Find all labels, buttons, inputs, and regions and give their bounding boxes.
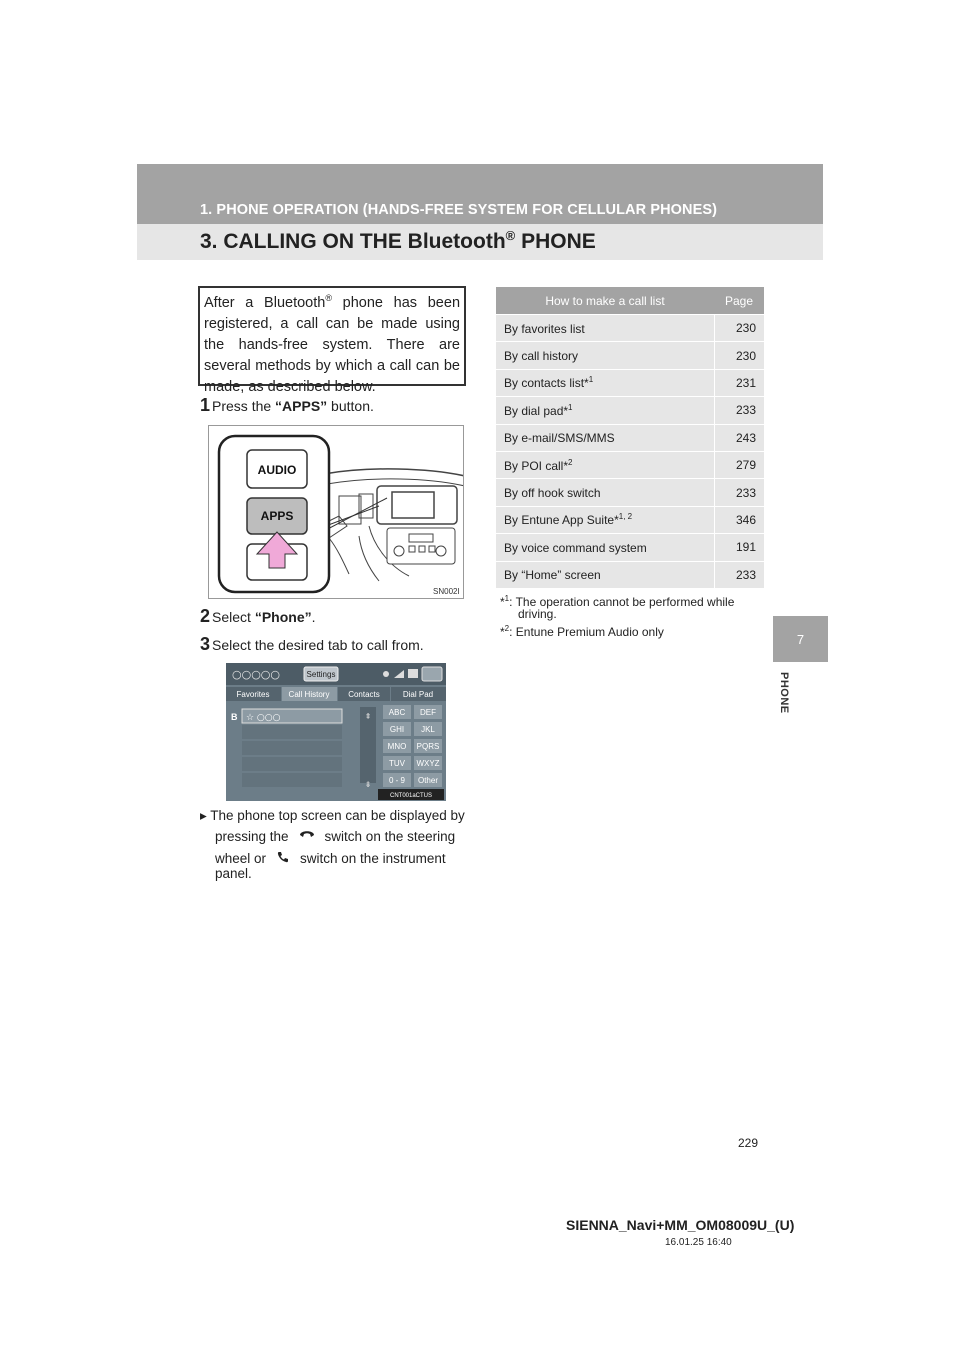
page-ref-cell: 230 [714,315,764,342]
bluetooth-icon [383,671,389,677]
call-method-text: By contacts list* [504,376,589,391]
footnote-number: 2 [504,624,510,633]
dashboard-illustration [209,426,464,599]
call-method-cell [496,534,714,561]
table-header-method: How to make a call list [496,287,714,315]
tab-call-history: Call History [288,690,330,699]
call-method-footnote: 1 [588,375,594,385]
footnote-text: : The operation cannot be performed while [509,595,735,609]
page-title [200,228,596,254]
bullet-text: wheel or [215,851,267,866]
step-text: Select the desired tab to call from. [212,637,424,653]
footnote-mark: * [500,625,505,639]
figure-code: CNT001aCTUS [389,793,433,799]
bullet-icon: ▸ [200,808,207,823]
settings-button: Settings [306,670,336,679]
call-method-text: By favorites list [504,321,585,336]
step-emphasis: “Phone” [254,609,312,625]
footnote-2 [500,622,664,639]
title-tail: PHONE [515,230,596,253]
tab-favorites: Favorites [236,690,270,699]
battery-icon [408,669,418,678]
call-method-footnote: 1 [568,402,573,412]
panel-phone-switch-icon [266,851,300,866]
list-row-favorite: ☆ ○○○ [246,713,281,723]
call-method-text: By Entune App Suite* [504,513,619,528]
keypad-key: DEF [420,708,436,717]
call-method-cell [496,342,714,369]
keypad-key: MNO [387,742,407,751]
call-method-text: By call history [504,349,579,364]
keypad-key: 0 - 9 [388,776,406,785]
step-text-end: button. [327,398,374,414]
phone-screen-figure [226,663,446,801]
message-icon [422,667,442,681]
call-method-cell [496,451,714,478]
call-method-text: By voice command system [504,540,647,555]
intro-text-start: After a Bluetooth [204,295,326,311]
table-row [496,315,764,342]
steering-phone-switch-icon [289,829,325,844]
keypad-key: Other [417,776,439,785]
table-row [496,369,764,396]
bullet-text: pressing the [215,829,289,844]
intro-box [198,286,466,395]
table-header-page: Page [714,287,764,315]
call-method-text: By e-mail/SMS/MMS [504,431,615,446]
call-method-cell [496,424,714,451]
chapter-tab: 7 [773,616,828,662]
step-text: Select [212,609,255,625]
bullet-line-2 [215,829,455,844]
bullet-line-1 [200,808,465,824]
step-number: 2 [200,606,211,626]
bullet-line-4: panel. [215,866,252,881]
call-methods-table [496,287,764,588]
call-method-text: By “Home” screen [504,568,601,583]
keypad-key: TUV [389,759,405,768]
screen-title: ○○○○○ [232,668,280,681]
tab-contacts: Contacts [348,690,380,699]
page-number: 229 [738,1136,759,1150]
table-row [496,342,764,369]
page-ref-cell: 230 [714,342,764,369]
bullet-line-3 [215,851,446,866]
keypad-key: JKL [421,725,435,734]
bullet-text: switch on the steering [324,829,456,844]
call-method-cell [496,315,714,342]
call-method-cell [496,561,714,588]
call-method-text: By POI call* [504,458,569,473]
footnote-number: 1 [504,594,510,603]
page-ref-cell: 346 [714,506,764,533]
step-3 [200,634,424,655]
step-emphasis: “APPS” [275,398,328,414]
call-method-footnote: 2 [568,457,573,467]
table-row [496,451,764,478]
list-index-letter: B [231,712,238,722]
tab-dial-pad: Dial Pad [402,690,434,699]
apps-button-figure [208,425,464,599]
page-ref-cell: 233 [714,561,764,588]
section-header: 1. PHONE OPERATION (HANDS-FREE SYSTEM FOR CELLULAR PHONES) [200,202,718,218]
page-ref-cell: 231 [714,369,764,396]
scroll-up-icon: ⇞ [364,712,372,721]
document-id: SIENNA_Navi+MM_OM08009U_(U) [566,1217,795,1233]
keypad-key: ABC [388,708,406,717]
keypad-key: GHI [389,725,405,734]
table-header-row [496,287,764,315]
scroll-down-icon: ⇟ [364,780,372,789]
table-row [496,424,764,451]
page-ref-cell: 233 [714,397,764,424]
call-method-footnote: 1, 2 [618,512,633,522]
title-main: 3. CALLING ON THE Bluetooth [200,230,506,253]
call-method-cell [496,479,714,506]
table-row [496,561,764,588]
table-row [496,506,764,533]
footnote-text: : Entune Premium Audio only [509,625,664,639]
phone-screen-illustration [226,663,446,801]
step-text: Press the [212,398,276,414]
figure-code: SN002I [433,587,460,596]
step-number: 1 [200,395,211,415]
bullet-text: The phone top screen can be displayed by [210,808,465,823]
keypad-key: PQRS [416,742,440,751]
step-1 [200,395,374,416]
page-ref-cell: 279 [714,451,764,478]
document-timestamp: 16.01.25 16:40 [665,1237,732,1248]
step-number: 3 [200,634,211,654]
bullet-text: switch on the instrument [300,851,446,866]
footnote-mark: * [500,595,505,609]
page-ref-cell: 233 [714,479,764,506]
call-method-text: By dial pad* [504,403,569,418]
apps-button-label: APPS [260,509,294,523]
call-method-cell [496,369,714,396]
table-row [496,534,764,561]
intro-text-end: phone has been registered, a call can be made using the hands-free system. There are several methods by which a call can be made, as described below. [204,295,461,395]
keypad-key: WXYZ [416,759,440,768]
call-method-text: By off hook switch [504,486,601,501]
footnote-1-cont: driving. [518,607,557,621]
page-ref-cell: 191 [714,534,764,561]
page-ref-cell: 243 [714,424,764,451]
call-method-cell [496,397,714,424]
step-2 [200,606,316,627]
step-text-end: . [311,609,316,625]
intro-registered-mark: ® [325,293,332,304]
table-row [496,479,764,506]
call-method-cell [496,506,714,533]
chapter-label: PHONE [778,672,790,714]
title-registered-mark: ® [505,228,516,243]
table-row [496,397,764,424]
audio-button-label: AUDIO [257,463,297,477]
